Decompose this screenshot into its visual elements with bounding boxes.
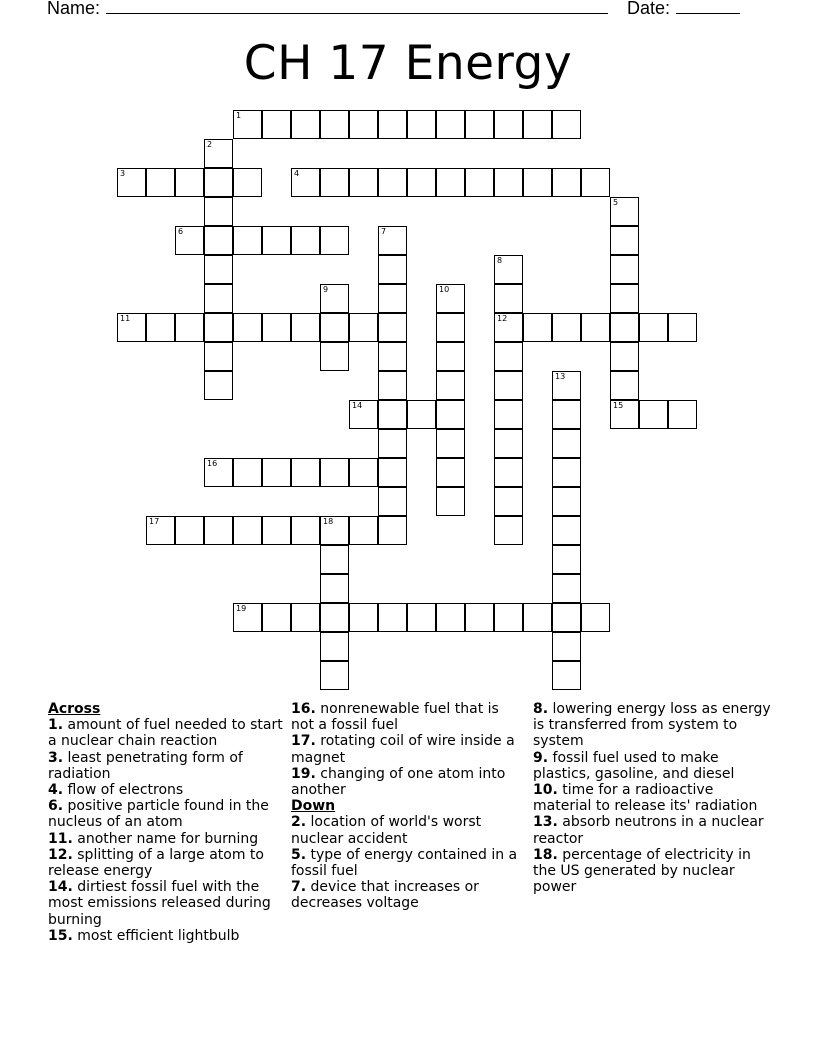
crossword-cell[interactable] [378, 284, 407, 313]
cell-number: 10 [439, 285, 450, 294]
crossword-cell[interactable] [378, 516, 407, 545]
crossword-cell[interactable] [610, 226, 639, 255]
crossword-cell[interactable] [291, 603, 320, 632]
crossword-cell[interactable] [552, 400, 581, 429]
crossword-cell[interactable] [175, 226, 204, 255]
crossword-cell[interactable] [552, 458, 581, 487]
crossword-cell[interactable] [233, 313, 262, 342]
crossword-cell[interactable] [494, 255, 523, 284]
crossword-cell[interactable] [407, 603, 436, 632]
crossword-cell[interactable] [610, 400, 639, 429]
crossword-cell[interactable] [117, 168, 146, 197]
crossword-cell[interactable] [291, 110, 320, 139]
crossword-cell[interactable] [668, 400, 697, 429]
crossword-cell[interactable] [320, 342, 349, 371]
crossword-cell[interactable] [291, 458, 320, 487]
crossword-cell[interactable] [552, 603, 581, 632]
crossword-cell[interactable] [320, 632, 349, 661]
clue-down-9: 9. fossil fuel used to make plastics, gasoline, and diesel [533, 749, 735, 782]
clues-column-1 [48, 701, 284, 944]
cell-number: 3 [120, 169, 126, 178]
crossword-cell[interactable] [320, 110, 349, 139]
crossword-cell[interactable] [378, 226, 407, 255]
crossword-cell[interactable] [262, 110, 291, 139]
cell-number: 14 [352, 401, 363, 410]
crossword-cell[interactable] [320, 168, 349, 197]
crossword-cell[interactable] [552, 545, 581, 574]
cell-number: 7 [381, 227, 387, 236]
crossword-cell[interactable] [204, 197, 233, 226]
crossword-cell[interactable] [581, 313, 610, 342]
clue-across-14: 14. dirtiest fossil fuel with the most emissions released during burning [48, 879, 271, 928]
crossword-cell[interactable] [436, 603, 465, 632]
cell-number: 9 [323, 285, 329, 294]
crossword-cell[interactable] [320, 313, 349, 342]
crossword-cell[interactable] [233, 603, 262, 632]
crossword-cell[interactable] [494, 603, 523, 632]
crossword-cell[interactable] [291, 516, 320, 545]
crossword-cell[interactable] [436, 400, 465, 429]
crossword-cell[interactable] [262, 226, 291, 255]
crossword-cell[interactable] [465, 603, 494, 632]
date-label: Date: [627, 0, 671, 18]
crossword-cell[interactable] [552, 110, 581, 139]
crossword-cell[interactable] [320, 226, 349, 255]
clue-across-12: 12. splitting of a large atom to release energy [48, 846, 264, 880]
crossword-cell[interactable] [291, 168, 320, 197]
crossword-cell[interactable] [378, 429, 407, 458]
crossword-cell[interactable] [320, 603, 349, 632]
clue-across-3: 3. least penetrating form of radiation [48, 749, 243, 782]
clue-down-8: 8. lowering energy loss as energy is transferred from system to system [533, 701, 771, 750]
crossword-cell[interactable] [610, 197, 639, 226]
crossword-cell[interactable] [204, 226, 233, 255]
crossword-cell[interactable] [552, 574, 581, 603]
clue-down-10: 10. time for a radioactive material to release its' radiation [533, 782, 758, 815]
crossword-cell[interactable] [320, 661, 349, 690]
crossword-cell[interactable] [233, 458, 262, 487]
crossword-cell[interactable] [436, 168, 465, 197]
crossword-cell[interactable] [552, 516, 581, 545]
crossword-cell[interactable] [117, 313, 146, 342]
crossword-cell[interactable] [378, 487, 407, 516]
cell-number: 2 [207, 140, 213, 149]
crossword-cell[interactable] [378, 110, 407, 139]
crossword-cell[interactable] [378, 458, 407, 487]
clue-across-16: 16. nonrenewable fuel that is not a fossil fuel [291, 701, 499, 734]
crossword-cell[interactable] [378, 603, 407, 632]
clue-across-17: 17. rotating coil of wire inside a magnet [291, 733, 515, 766]
crossword-cell[interactable] [320, 458, 349, 487]
crossword-cell[interactable] [378, 255, 407, 284]
crossword-cell[interactable] [291, 226, 320, 255]
clue-across-15: 15. most efficient lightbulb [48, 927, 240, 944]
cell-number: 18 [323, 517, 334, 526]
cell-number: 15 [613, 401, 624, 410]
crossword-cell[interactable] [349, 313, 378, 342]
crossword-cell[interactable] [552, 661, 581, 690]
cell-number: 17 [149, 517, 160, 526]
cell-number: 5 [613, 198, 619, 207]
crossword-cell[interactable] [494, 371, 523, 400]
crossword-cell[interactable] [146, 313, 175, 342]
cell-number: 8 [497, 256, 503, 265]
crossword-cell[interactable] [494, 342, 523, 371]
crossword-cell[interactable] [407, 168, 436, 197]
clue-across-4: 4. flow of electrons [48, 782, 184, 799]
crossword-cell[interactable] [610, 255, 639, 284]
crossword-cell[interactable] [494, 168, 523, 197]
crossword-cell[interactable] [494, 516, 523, 545]
clue-across-6: 6. positive particle found in the nucleus of an atom [48, 798, 269, 831]
crossword-cell[interactable] [204, 342, 233, 371]
crossword-cell[interactable] [436, 371, 465, 400]
crossword-cell[interactable] [639, 400, 668, 429]
crossword-cell[interactable] [233, 226, 262, 255]
crossword-cell[interactable] [204, 516, 233, 545]
clue-down-2: 2. location of world's worst nuclear accident [291, 814, 482, 847]
crossword-cell[interactable] [262, 516, 291, 545]
cell-number: 4 [294, 169, 300, 178]
crossword-cell[interactable] [436, 110, 465, 139]
crossword-cell[interactable] [436, 342, 465, 371]
crossword-cell[interactable] [378, 400, 407, 429]
crossword-cell[interactable] [523, 110, 552, 139]
crossword-cell[interactable] [233, 168, 262, 197]
crossword-cell[interactable] [262, 313, 291, 342]
crossword-cell[interactable] [378, 371, 407, 400]
clue-across-1: 1. amount of fuel needed to start a nuclear chain reaction [48, 717, 283, 750]
crossword-cell[interactable] [320, 574, 349, 603]
clue-across-11: 11. another name for burning [48, 830, 259, 847]
crossword-cell[interactable] [523, 313, 552, 342]
crossword-cell[interactable] [610, 371, 639, 400]
crossword-cell[interactable] [523, 603, 552, 632]
crossword-cell[interactable] [320, 516, 349, 545]
crossword-cell[interactable] [552, 371, 581, 400]
crossword-cell[interactable] [378, 313, 407, 342]
crossword-cell[interactable] [204, 284, 233, 313]
crossword-cell[interactable] [465, 168, 494, 197]
crossword-cell[interactable] [494, 313, 523, 342]
crossword-cell[interactable] [494, 284, 523, 313]
crossword-cell[interactable] [552, 632, 581, 661]
crossword-cell[interactable] [204, 139, 233, 168]
crossword-cell[interactable] [146, 516, 175, 545]
crossword-cell[interactable] [552, 168, 581, 197]
crossword-cell[interactable] [407, 110, 436, 139]
crossword-cell[interactable] [262, 603, 291, 632]
crossword-cell[interactable] [523, 168, 552, 197]
crossword-cell[interactable] [262, 458, 291, 487]
crossword-cell[interactable] [436, 487, 465, 516]
crossword-cell[interactable] [349, 516, 378, 545]
crossword-cell[interactable] [349, 458, 378, 487]
down-heading: Down [291, 798, 336, 815]
cell-number: 16 [207, 459, 218, 468]
clues-column-3 [533, 701, 771, 895]
cell-number: 11 [120, 314, 131, 323]
crossword-cell[interactable] [291, 313, 320, 342]
crossword-cell[interactable] [175, 516, 204, 545]
clue-down-13: 13. absorb neutrons in a nuclear reactor [533, 814, 764, 847]
crossword-cell[interactable] [349, 168, 378, 197]
crossword-cell[interactable] [668, 313, 697, 342]
crossword-cell[interactable] [204, 313, 233, 342]
crossword-cell[interactable] [204, 255, 233, 284]
crossword-cell[interactable] [320, 284, 349, 313]
clue-down-7: 7. device that increases or decreases voltage [291, 879, 479, 912]
clue-across-19: 19. changing of one atom into another [291, 765, 506, 799]
crossword-cell[interactable] [610, 284, 639, 313]
crossword-cell[interactable] [494, 429, 523, 458]
across-heading: Across [48, 701, 101, 717]
crossword-cell[interactable] [465, 110, 494, 139]
crossword-cell[interactable] [233, 516, 262, 545]
crossword-cell[interactable] [494, 487, 523, 516]
crossword-cell[interactable] [204, 458, 233, 487]
crossword-cell[interactable] [146, 168, 175, 197]
crossword-cell[interactable] [436, 429, 465, 458]
crossword-cell[interactable] [494, 110, 523, 139]
crossword-cell[interactable] [610, 342, 639, 371]
cell-number: 19 [236, 604, 247, 613]
crossword-cell[interactable] [494, 458, 523, 487]
crossword-cell[interactable] [436, 284, 465, 313]
crossword-cell[interactable] [436, 313, 465, 342]
crossword-cell[interactable] [378, 342, 407, 371]
crossword-cell[interactable] [378, 168, 407, 197]
crossword-cell[interactable] [436, 458, 465, 487]
crossword-cell[interactable] [320, 545, 349, 574]
crossword-cell[interactable] [494, 400, 523, 429]
crossword-cell[interactable] [639, 313, 668, 342]
cell-number: 6 [178, 227, 184, 236]
crossword-cell[interactable] [349, 603, 378, 632]
crossword-cell[interactable] [581, 168, 610, 197]
cell-number: 1 [236, 111, 242, 120]
page-title: CH 17 Energy [243, 36, 573, 91]
cell-number: 12 [497, 314, 508, 323]
crossword-cell[interactable] [349, 110, 378, 139]
crossword-cell[interactable] [175, 313, 204, 342]
crossword-cell[interactable] [204, 371, 233, 400]
crossword-cell[interactable] [552, 487, 581, 516]
clue-down-18: 18. percentage of electricity in the US generated by nuclear power [533, 846, 751, 896]
cell-number: 13 [555, 372, 566, 381]
clues-column-2 [291, 701, 523, 912]
clue-down-5: 5. type of energy contained in a fossil fuel [291, 846, 518, 880]
crossword-cell[interactable] [204, 168, 233, 197]
crossword-cell[interactable] [552, 313, 581, 342]
crossword-cell[interactable] [552, 429, 581, 458]
crossword-cell[interactable] [349, 400, 378, 429]
name-label: Name: [47, 0, 101, 18]
crossword-cell[interactable] [581, 603, 610, 632]
crossword-cell[interactable] [233, 110, 262, 139]
crossword-cell[interactable] [175, 168, 204, 197]
crossword-cell[interactable] [407, 400, 436, 429]
crossword-cell[interactable] [610, 313, 639, 342]
